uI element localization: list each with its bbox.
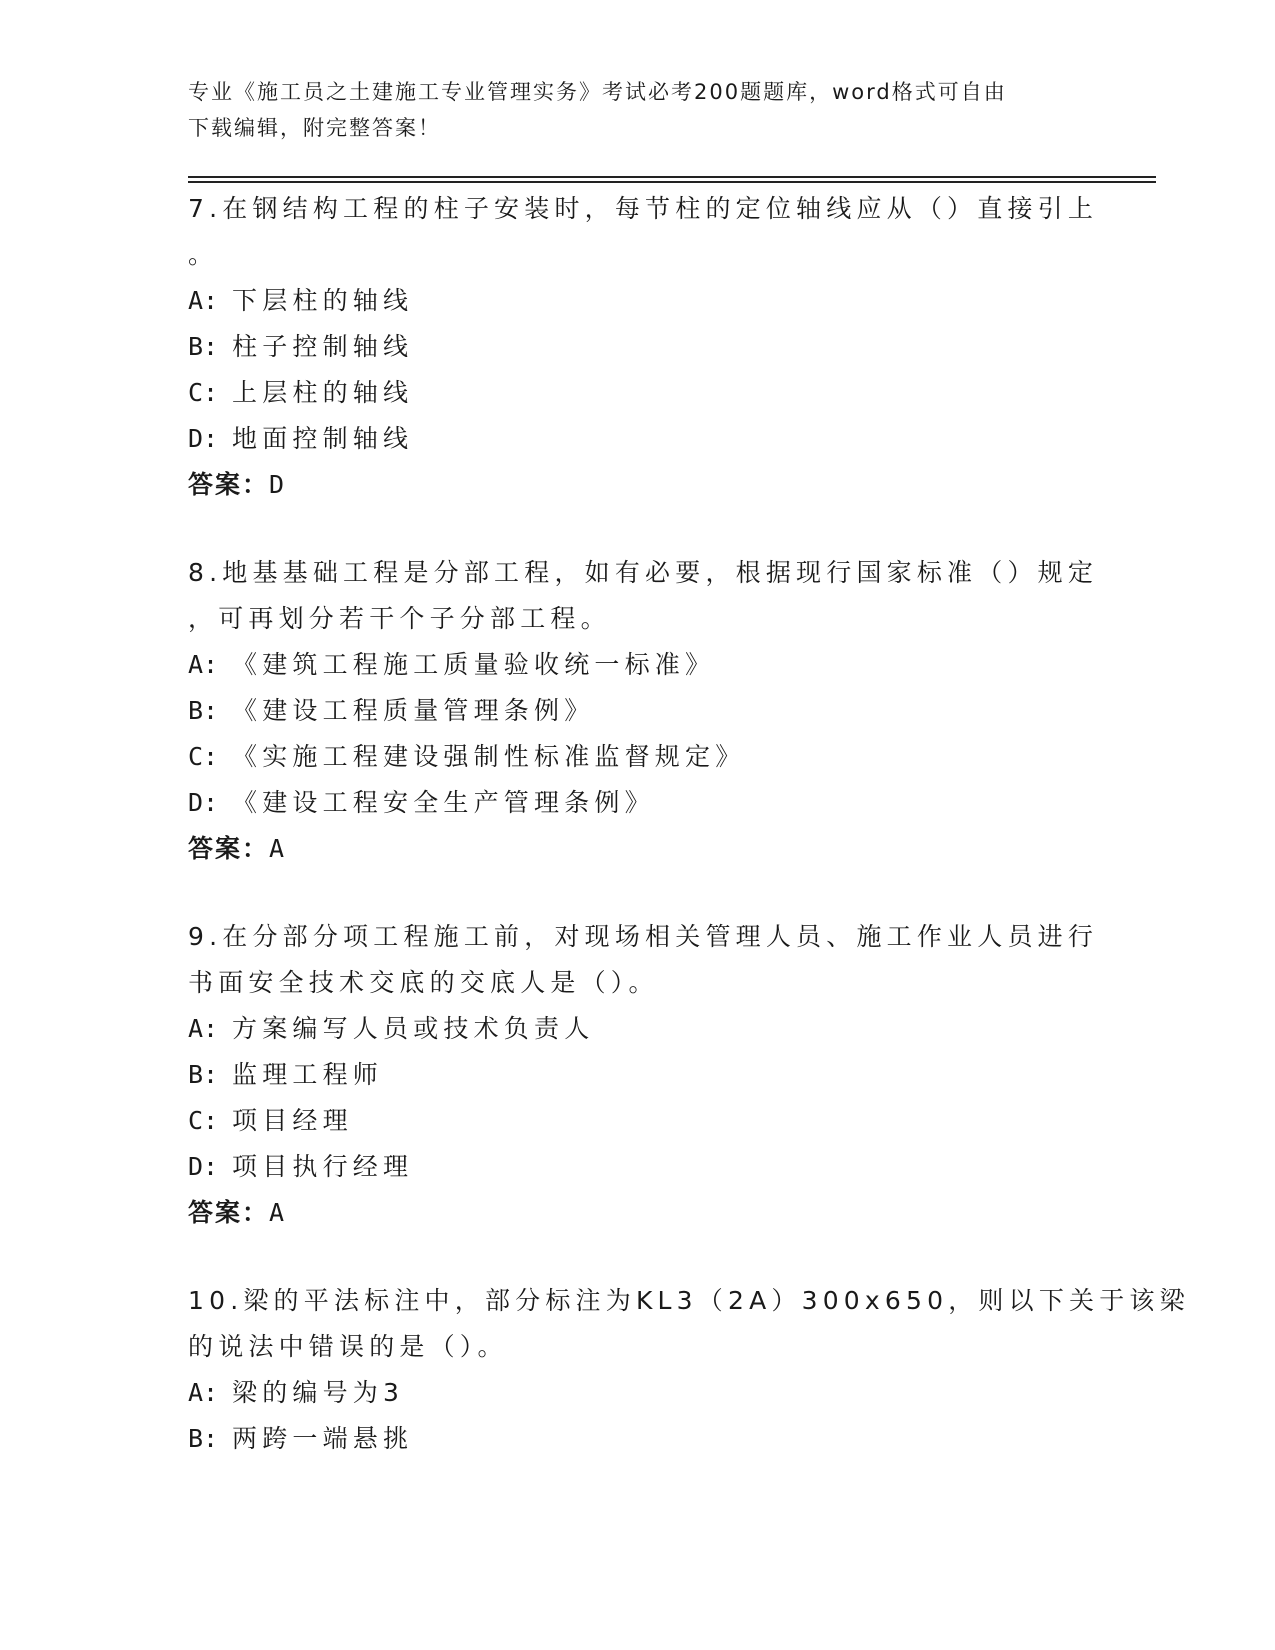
option-text: 《建设工程安全生产管理条例》 (232, 788, 655, 817)
option-text: 梁的编号为3 (232, 1378, 405, 1407)
answer (188, 462, 1088, 508)
option-letter: D: (188, 788, 219, 817)
option-text: 方案编写人员或技术负责人 (232, 1014, 595, 1043)
question-stem-line: 书面安全技术交底的交底人是（）。 (188, 968, 659, 997)
question-9 (188, 914, 1099, 1236)
header-divider-bottom (188, 181, 1156, 183)
question-stem-line: 10.梁的平法标注中，部分标注为KL3（2A）300x650，则以下关于该梁 (188, 1286, 1190, 1315)
option-a (188, 1370, 1088, 1416)
question-8 (188, 550, 1099, 872)
option-text: 《实施工程建设强制性标准监督规定》 (232, 742, 746, 771)
option-letter: C: (188, 1106, 219, 1135)
option-b (188, 324, 1088, 370)
option-b (188, 1416, 1088, 1462)
option-c (188, 370, 1088, 416)
document-header (188, 74, 1088, 146)
option-d (188, 1144, 1088, 1190)
option-b (188, 1052, 1088, 1098)
option-a (188, 642, 1088, 688)
answer-label: 答案： (188, 470, 270, 499)
answer-value: A (269, 1198, 285, 1227)
option-b (188, 688, 1088, 734)
option-letter: D: (188, 1152, 219, 1181)
option-letter: A: (188, 1378, 219, 1407)
question-stem-line: 9.在分部分项工程施工前，对现场相关管理人员、施工作业人员进行 (188, 922, 1099, 951)
answer-value: A (269, 834, 285, 863)
option-text: 《建设工程质量管理条例》 (232, 696, 595, 725)
option-letter: C: (188, 742, 219, 771)
option-text: 项目经理 (232, 1106, 353, 1135)
header-line-2: 下载编辑，附完整答案！ (188, 116, 441, 140)
option-letter: A: (188, 1014, 219, 1043)
option-letter: A: (188, 286, 219, 315)
question-stem-line: 7.在钢结构工程的柱子安装时，每节柱的定位轴线应从（）直接引上 (188, 194, 1099, 223)
option-text: 地面控制轴线 (232, 424, 414, 453)
option-text: 柱子控制轴线 (232, 332, 414, 361)
question-stem-line: 。 (188, 240, 219, 269)
question-stem-line: ，可再划分若干个子分部工程。 (188, 604, 611, 633)
option-text: 项目执行经理 (232, 1152, 414, 1181)
question-stem-line: 的说法中错误的是（）。 (188, 1332, 508, 1361)
question-10 (188, 1278, 1190, 1462)
question-7 (188, 186, 1099, 508)
option-text: 上层柱的轴线 (232, 378, 414, 407)
header-line-1: 专业《施工员之土建施工专业管理实务》考试必考200题题库，word格式可自由 (188, 80, 1007, 104)
header-divider-top (188, 176, 1156, 178)
option-d (188, 416, 1088, 462)
option-text: 下层柱的轴线 (232, 286, 414, 315)
option-letter: A: (188, 650, 219, 679)
option-letter: B: (188, 1060, 219, 1089)
option-text: 两跨一端悬挑 (232, 1424, 414, 1453)
question-stem-line: 8.地基基础工程是分部工程，如有必要，根据现行国家标准（）规定 (188, 558, 1099, 587)
answer-label: 答案： (188, 1198, 270, 1227)
option-letter: B: (188, 332, 219, 361)
option-c (188, 1098, 1088, 1144)
option-letter: D: (188, 424, 219, 453)
answer (188, 1190, 1088, 1236)
option-c (188, 734, 1088, 780)
option-a (188, 1006, 1088, 1052)
option-a (188, 278, 1088, 324)
answer-label: 答案： (188, 834, 270, 863)
option-letter: B: (188, 696, 219, 725)
answer-value: D (269, 470, 285, 499)
option-letter: B: (188, 1424, 219, 1453)
option-letter: C: (188, 378, 219, 407)
option-d (188, 780, 1088, 826)
option-text: 监理工程师 (232, 1060, 384, 1089)
option-text: 《建筑工程施工质量验收统一标准》 (232, 650, 716, 679)
answer (188, 826, 1088, 872)
